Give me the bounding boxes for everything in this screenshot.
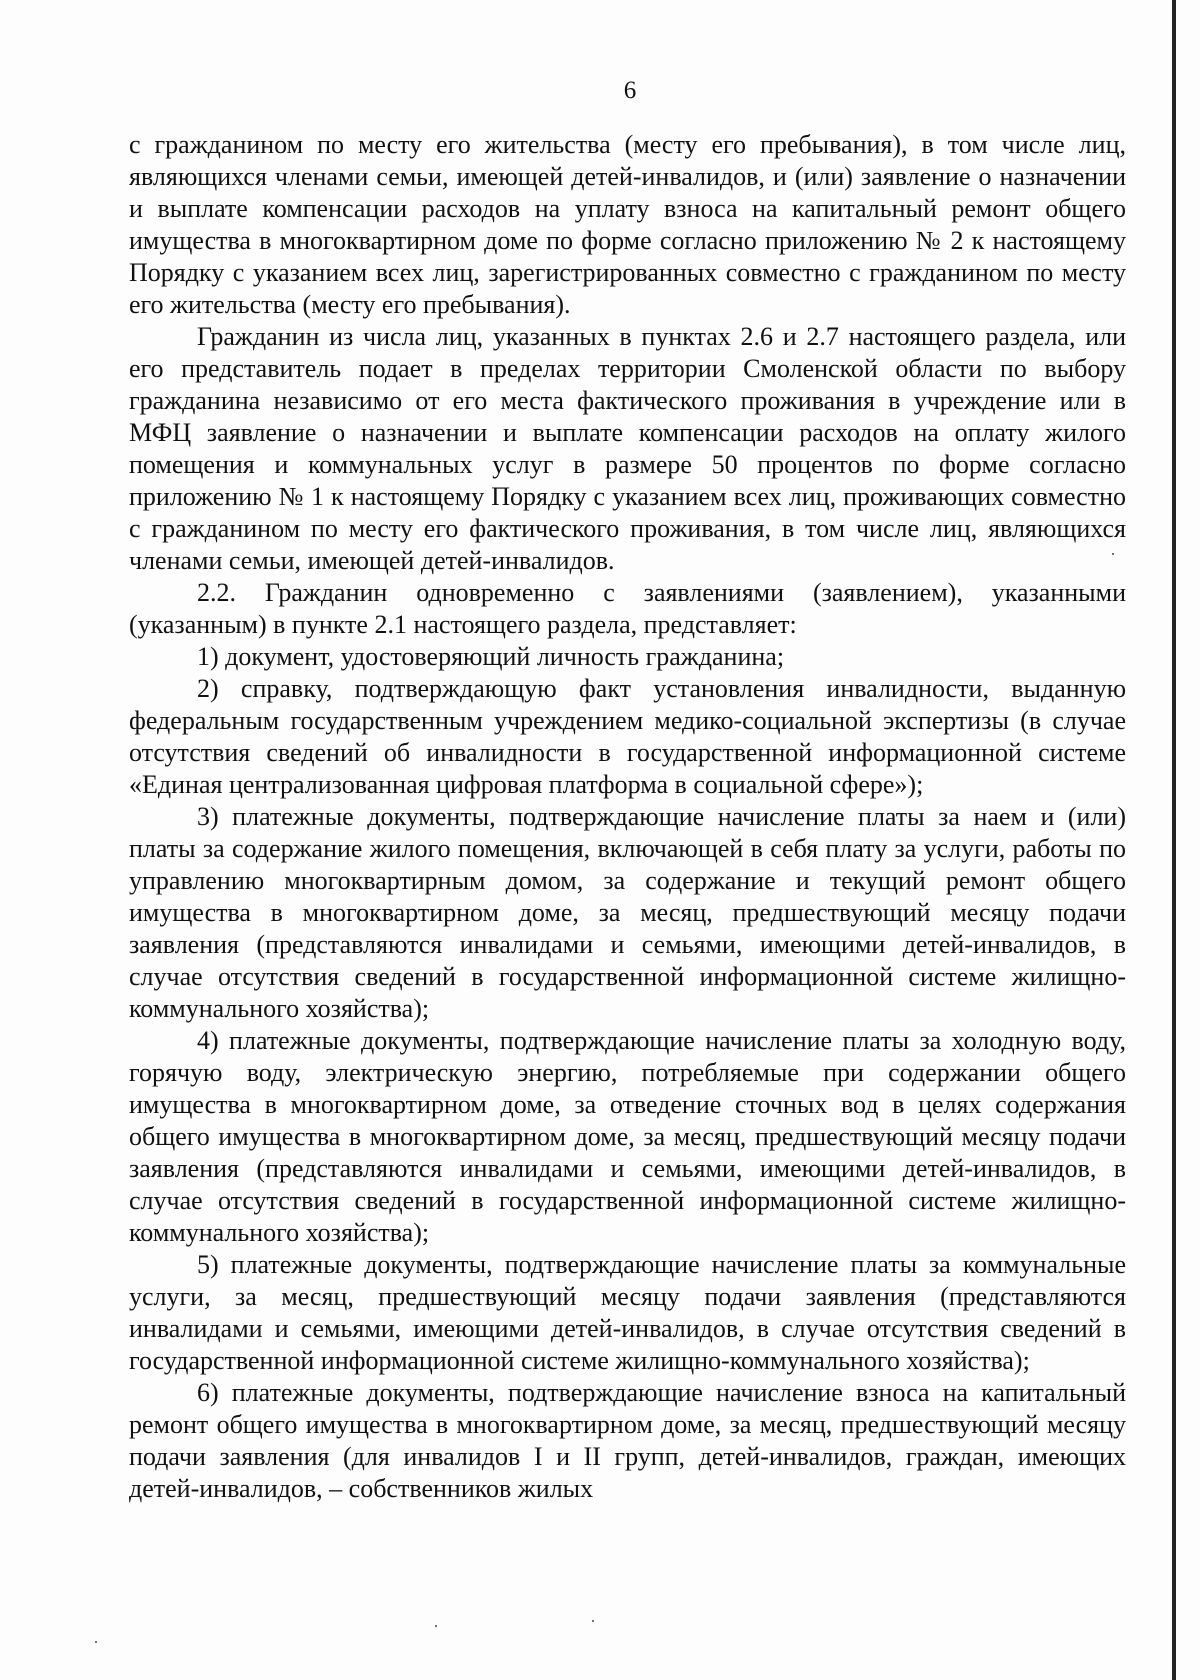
scan-speck — [95, 1641, 97, 1643]
page-number: 6 — [623, 77, 637, 104]
paragraph-continuation: с гражданином по месту его жительства (месту его пребывания), в том числе лиц, являющихся членами семьи, имеющей детей-инвалидов, и (или) заявление о назначении и выплате компенсации расходов на уплату взноса на капитальный ремонт общего имущества в многоквартирном доме по форме согласно приложению № 2 к настоящему Порядку с указанием всех лиц, зарегистрированных совместно с гражданином по месту его жительства (месту его пребывания). — [129, 130, 1126, 319]
list-item-6: 6) платежные документы, подтверждающие начисление взноса на капитальный ремонт общего имущества в многоквартирном доме, за месяц, предшествующий месяцу подачи заявления (для инвалидов I и II групп, детей-инвалидов, граждан, имеющих детей-инвалидов, – собственников жилых — [129, 1378, 1126, 1503]
list-item-3: 3) платежные документы, подтверждающие начисление платы за наем и (или) платы за содержание жилого помещения, включающей в себя плату за услуги, работы по управлению многоквартирным домом, за содержание и текущий ремонт общего имущества в многоквартирном доме, за месяц, предшествующий месяцу подачи заявления (представляются инвалидами и семьями, имеющими детей-инвалидов, в случае отсутствия сведений в государственной информационной системе жилищно-коммунального хозяйства); — [129, 802, 1126, 1023]
scan-edge-line — [1172, 0, 1176, 1680]
scan-speck — [592, 1620, 594, 1622]
list-item-4: 4) платежные документы, подтверждающие начисление платы за холодную воду, горячую воду, электрическую энергию, потребляемые при содержании общего имущества в многоквартирном доме, за отведение сточных вод в целях содержания общего имущества в многоквартирном доме, за месяц, предшествующий месяцу подачи заявления (представляются инвалидами и семьями, имеющими детей-инвалидов, в случае отсутствия сведений в государственной информационной системе жилищно-коммунального хозяйства); — [129, 1026, 1126, 1247]
document-body — [129, 129, 1126, 1505]
scan-speck — [1112, 553, 1114, 555]
scan-speck — [435, 1625, 437, 1627]
list-item-1: 1) документ, удостоверяющий личность гражданина; — [197, 642, 785, 671]
paragraph-citizen-application: Гражданин из числа лиц, указанных в пунктах 2.6 и 2.7 настоящего раздела, или его представитель подает в пределах территории Смоленской области по выбору гражданина независимо от его места фактического проживания в учреждение или в МФЦ заявление о назначении и выплате компенсации расходов на оплату жилого помещения и коммунальных услуг в размере 50 процентов по форме согласно приложению № 1 к настоящему Порядку с указанием всех лиц, проживающих совместно с гражданином по месту его фактического проживания, в том числе лиц, являющихся членами семьи, имеющей детей-инвалидов. — [129, 322, 1126, 575]
list-item-2: 2) справку, подтверждающую факт установления инвалидности, выданную федеральным государственным учреждением медико-социальной экспертизы (в случае отсутствия сведений об инвалидности в государственной информационной системе «Единая централизованная цифровая платформа в социальной сфере»); — [129, 674, 1126, 799]
list-item-5: 5) платежные документы, подтверждающие начисление платы за коммунальные услуги, за месяц, предшествующий месяцу подачи заявления (представляются инвалидами и семьями, имеющими детей-инвалидов, в случае отсутствия сведений в государственной информационной системе жилищно-коммунального хозяйства); — [129, 1250, 1126, 1375]
paragraph-clause-2-2: 2.2. Гражданин одновременно с заявлениями (заявлением), указанными (указанным) в пункте 2.1 настоящего раздела, представляет: — [129, 578, 1126, 639]
